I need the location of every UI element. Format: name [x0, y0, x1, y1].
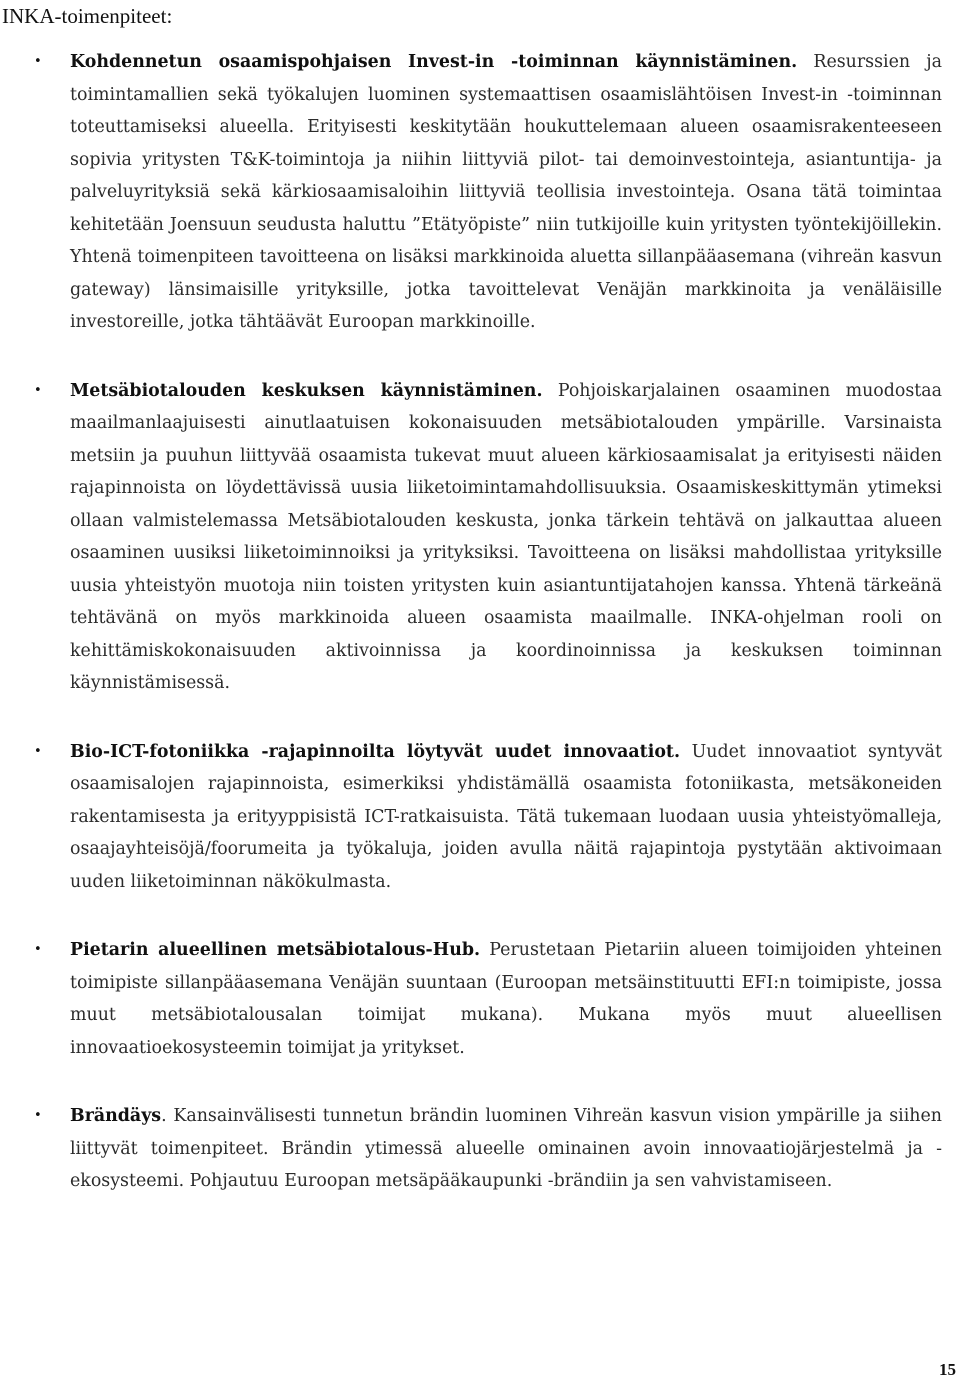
list-item-metsabiotalous-keskus: [34, 375, 942, 700]
item-title: Pietarin alueellinen metsäbiotalous-Hub.: [70, 940, 481, 960]
item-text: Perustetaan Pietariin alueen toimijoiden yhteinen toimipiste sillanpääasemana Venäjän suuntaan (Euroopan metsäinstituutti EFI:n toimipiste, jossa muut metsäbiotalousalan toimijat mukana). Mukana myös muut alueellisen innovaatioekosysteemin toimijat ja yritykset.: [70, 940, 942, 1058]
item-title: Bio-ICT-fotoniikka -rajapinnoilta löytyvät uudet innovaatiot.: [70, 741, 681, 762]
list-item-invest-in: [34, 46, 942, 339]
bullet-icon: •: [34, 1108, 42, 1123]
item-text: . Kansainvälisesti tunnetun brändin luominen Vihreän kasvun vision ympärille ja siihen liittyvät toimenpiteet. Brändin ytimessä alueelle ominainen avoin innovaatiojärjestelmä ja -ekosysteemi. Pohjautuu Euroopan metsäpääkaupunki -brändiin ja sen vahvistamiseen.: [70, 1106, 942, 1191]
item-text: Resurssien ja toimintamallien sekä työkalujen luominen systemaattisen osaamislähtöisen Invest-in -toiminnan toteuttamiseksi alueella. Erityisesti keskitytään houkuttelemaan alueen osaamisrakenteeseen sopivia yritysten T&K-toimintoja ja niihin liittyviä pilot- tai demoinvestointeja, asiantuntija- ja palveluyrityksiä sekä kärkiosaamisaloihin liittyviä teollisia investointeja. Osana tätä toimintaa kehitetään Joensuun seudusta haluttu ”Etätyöpiste” niin tutkijoille kuin yritysten työntekijöillekin. Yhtenä toimenpiteen tavoitteena on lisäksi markkinoida aluetta sillanpääasemana (vihreän kasvun gateway) länsimaisille yrityksille, jotka tavoittelevat Venäjän markkinoita ja venäläisille investoreille, jotka tähtäävät Euroopan markkinoille.: [70, 52, 942, 332]
bullet-icon: •: [34, 382, 42, 398]
item-title: Metsäbiotalouden keskuksen käynnistäminen.: [70, 380, 543, 401]
list-item-brandays: [34, 1100, 942, 1198]
item-title: Kohdennetun osaamispohjaisen Invest-in -toiminnan käynnistäminen.: [70, 52, 798, 72]
list-item-pietari-hub: [34, 934, 942, 1064]
bullet-icon: •: [34, 743, 42, 759]
page-number: 15: [939, 1360, 956, 1379]
item-text: Pohjoiskarjalainen osaaminen muodostaa maailmanlaajuisesti ainutlaatuisen kokonaisuuden metsäbiotalouden ympärille. Varsinaista metsiin ja puuhun liittyvää osaamista tukevat muut alueen kärkiosaamisalat ja erityisesti näiden rajapinnoista on löydettävissä uusia liiketoimintamahdollisuuksia. Osaamiskeskittymän ytimeksi ollaan valmistelemassa Metsäbiotalouden keskusta, jonka tärkein tehtävä on jalkauttaa alueen osaaminen uusiksi liiketoiminnoiksi ja yrityksiksi. Tavoitteena on lisäksi mahdollistaa yrityksille uusia yhteistyön muotoja niin toisten yritysten kuin asiantuntijatahojen kanssa. Yhtenä tärkeänä tehtävänä on myös markkinoida alueen osaamista maailmalle. INKA-ohjelman rooli on kehittämiskokonaisuuden aktivoinnissa ja koordinoinnissa ja keskuksen toiminnan käynnistämisessä.: [70, 380, 942, 693]
bullet-icon: •: [34, 942, 42, 957]
section-heading: INKA-toimenpiteet:: [2, 4, 173, 28]
bullet-icon: •: [34, 54, 42, 69]
item-text: Uudet innovaatiot syntyvät osaamisalojen rajapinnoista, esimerkiksi yhdistämällä osaamista fotoniikasta, metsäkoneiden rakentamisesta ja erityyppisistä ICT-ratkaisuista. Tätä tukemaan luodaan uusia yhteistyömalleja, osaajayhteisöjä/foorumeita ja työkaluja, joiden avulla näitä rajapintoja pystytään aktivoimaan uuden liiketoiminnan näkökulmasta.: [70, 741, 942, 892]
list-item-bio-ict-fotoniikka: [34, 736, 942, 899]
measures-list: [34, 46, 942, 1234]
item-title: Brändäys: [70, 1106, 162, 1126]
